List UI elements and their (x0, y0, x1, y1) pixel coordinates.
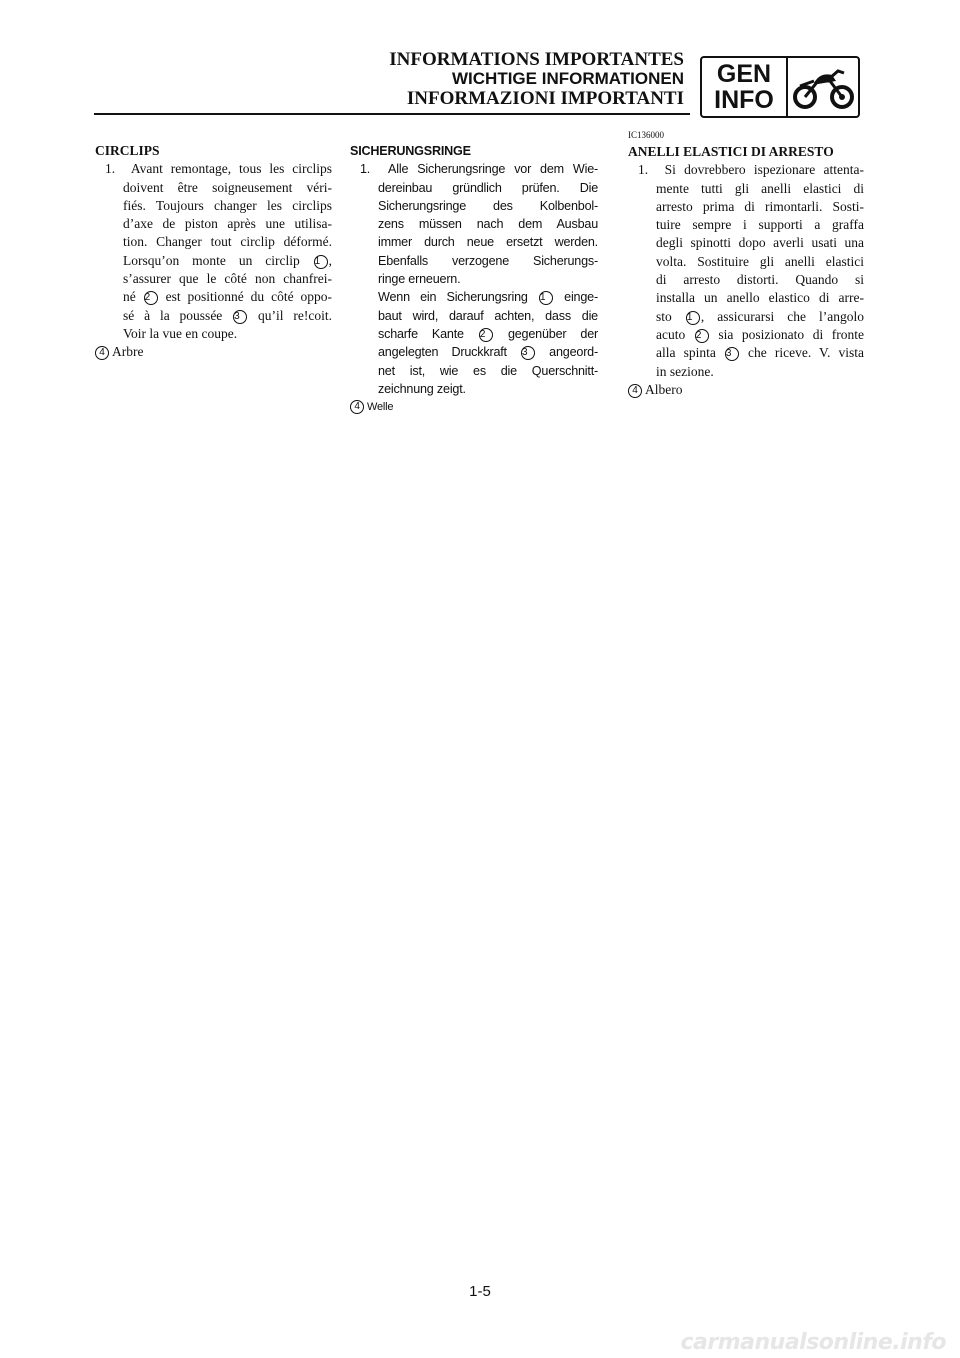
text-line: tuire sempre i supporti a graffa (656, 217, 864, 233)
text-line: Wenn ein Sicherungsring (378, 290, 528, 305)
text-line: angeord- (549, 345, 598, 360)
text-line: di arresto distorti. Quando si (656, 272, 864, 288)
item-number-de: 1. (360, 162, 371, 177)
text-line: Sicherungsringe des Kolbenbol- (378, 198, 598, 213)
text-line: alla spinta (656, 345, 716, 361)
text-line: einge- (564, 290, 598, 305)
text-line: doivent être soigneusement véri- (123, 179, 332, 195)
callout-1: 1 (314, 255, 328, 269)
column-french: CIRCLIPS 1. Avant remontage, tous les circlips doivent être soigneusement véri- fiés. Toujours changer les circlips d’axe de piston après une utilisa- tion. Changer tout circlip déformé. Lorsqu’on monte un circlip 1 , s’assurer que le côté non chanfrei- né 2 est positionné du côté oppo- sé à la poussée 3 qu’il re!coit. Voir la vue en coupe. 4 Arbre (95, 143, 333, 360)
header-title-it: INFORMAZIONI IMPORTANTI (406, 88, 684, 109)
text-line: ringe erneuern. (378, 272, 461, 287)
text-line: dereinbau gründlich prüfen. Die (378, 180, 598, 195)
callout-1: 1 (686, 311, 700, 325)
callout-4: 4 (350, 400, 364, 414)
callout-4: 4 (95, 346, 109, 360)
text-line: Ebenfalls verzogene Sicherungs- (378, 253, 598, 268)
callout-3: 3 (233, 310, 247, 324)
section-title-it: ANELLI ELASTICI DI ARRESTO (628, 144, 834, 159)
text-line: in sezione. (656, 363, 714, 379)
column-italian (628, 130, 864, 399)
text-line: s’assurer que le côté non chanfrei- (123, 271, 332, 287)
section-title-fr: CIRCLIPS (95, 143, 160, 158)
text-line: gegenüber der (507, 326, 598, 341)
text-line: Voir la vue en coupe. (123, 325, 238, 341)
callout-3: 3 (725, 347, 739, 361)
gen-info-badge (700, 56, 860, 118)
text-line: angelegten Druckkraft (378, 345, 507, 360)
text-line: che riceve. V. vista (748, 345, 865, 361)
header-title-fr: INFORMATIONS IMPORTANTES (389, 49, 684, 70)
callout-2: 2 (144, 291, 158, 305)
callout-2: 2 (479, 328, 493, 342)
text-line: est positionné du côté oppo- (165, 289, 332, 305)
text-line: fiés. Toujours changer les circlips (123, 197, 332, 213)
text-line: zens müssen nach dem Ausbau (378, 217, 598, 232)
legend-text-it: Albero (645, 381, 683, 397)
callout-2: 2 (695, 329, 709, 343)
text-line: Alle Sicherungsringe vor dem Wie- (388, 162, 598, 177)
text-line: baut wird, darauf achten, dass die (378, 308, 598, 323)
text-line: né (123, 289, 136, 305)
item-number-fr: 1. (105, 161, 116, 177)
callout-3: 3 (521, 346, 535, 360)
text-line: zeichnung zeigt. (378, 381, 466, 396)
section-title-de: SICHERUNGSRINGE (350, 144, 471, 158)
item-number-it: 1. (638, 162, 649, 178)
text-line: d’axe de piston après une utilisa- (123, 216, 332, 232)
badge-line2: INFO (714, 86, 774, 114)
callout-1: 1 (539, 291, 553, 305)
text-line: sto (656, 308, 672, 324)
watermark-logo: carmanualsonline.info (680, 1330, 946, 1355)
text-line: sé à la poussée (123, 307, 223, 323)
text-line: , assicurarsi che l’angolo (700, 308, 865, 324)
text-line: tion. Changer tout circlip déformé. (123, 234, 332, 250)
page-number: 1-5 (469, 1283, 491, 1300)
text-line: immer durch neue ersetzt werden. (378, 235, 598, 250)
badge-line1: GEN (716, 60, 772, 88)
motorcycle-icon (790, 64, 856, 112)
text-line: Lorsqu’on monte un circlip (123, 252, 300, 268)
section-code-it: IC136000 (628, 130, 664, 140)
text-line: mente tutti gli anelli elastici di (656, 180, 864, 196)
text-line: qu’il re!coit. (258, 307, 332, 323)
text-line: sia posizionato di fronte (718, 326, 865, 342)
text-line: installa un anello elastico di arre- (656, 290, 864, 306)
text-line: net ist, wie es die Querschnitt- (378, 363, 598, 378)
header-rule (94, 113, 690, 115)
text-line: acuto (656, 326, 686, 342)
text-line: degli spinotti dopo averli usati una (656, 235, 864, 251)
text-line: scharfe Kante (378, 326, 464, 341)
text-line: arresto prima di rimontarli. Sosti- (656, 198, 864, 214)
badge-divider (786, 58, 788, 116)
header-title-de: WICHTIGE INFORMATIONEN (452, 69, 684, 88)
text-line: Si dovrebbero ispezionare attenta- (664, 162, 864, 178)
text-line: Avant remontage, tous les circlips (130, 161, 332, 177)
legend-text-fr: Arbre (112, 344, 144, 360)
column-german (350, 142, 598, 416)
callout-4: 4 (628, 384, 642, 398)
text-line: volta. Sostituire gli anelli elastici (656, 253, 864, 269)
legend-text-de: Welle (367, 401, 394, 414)
